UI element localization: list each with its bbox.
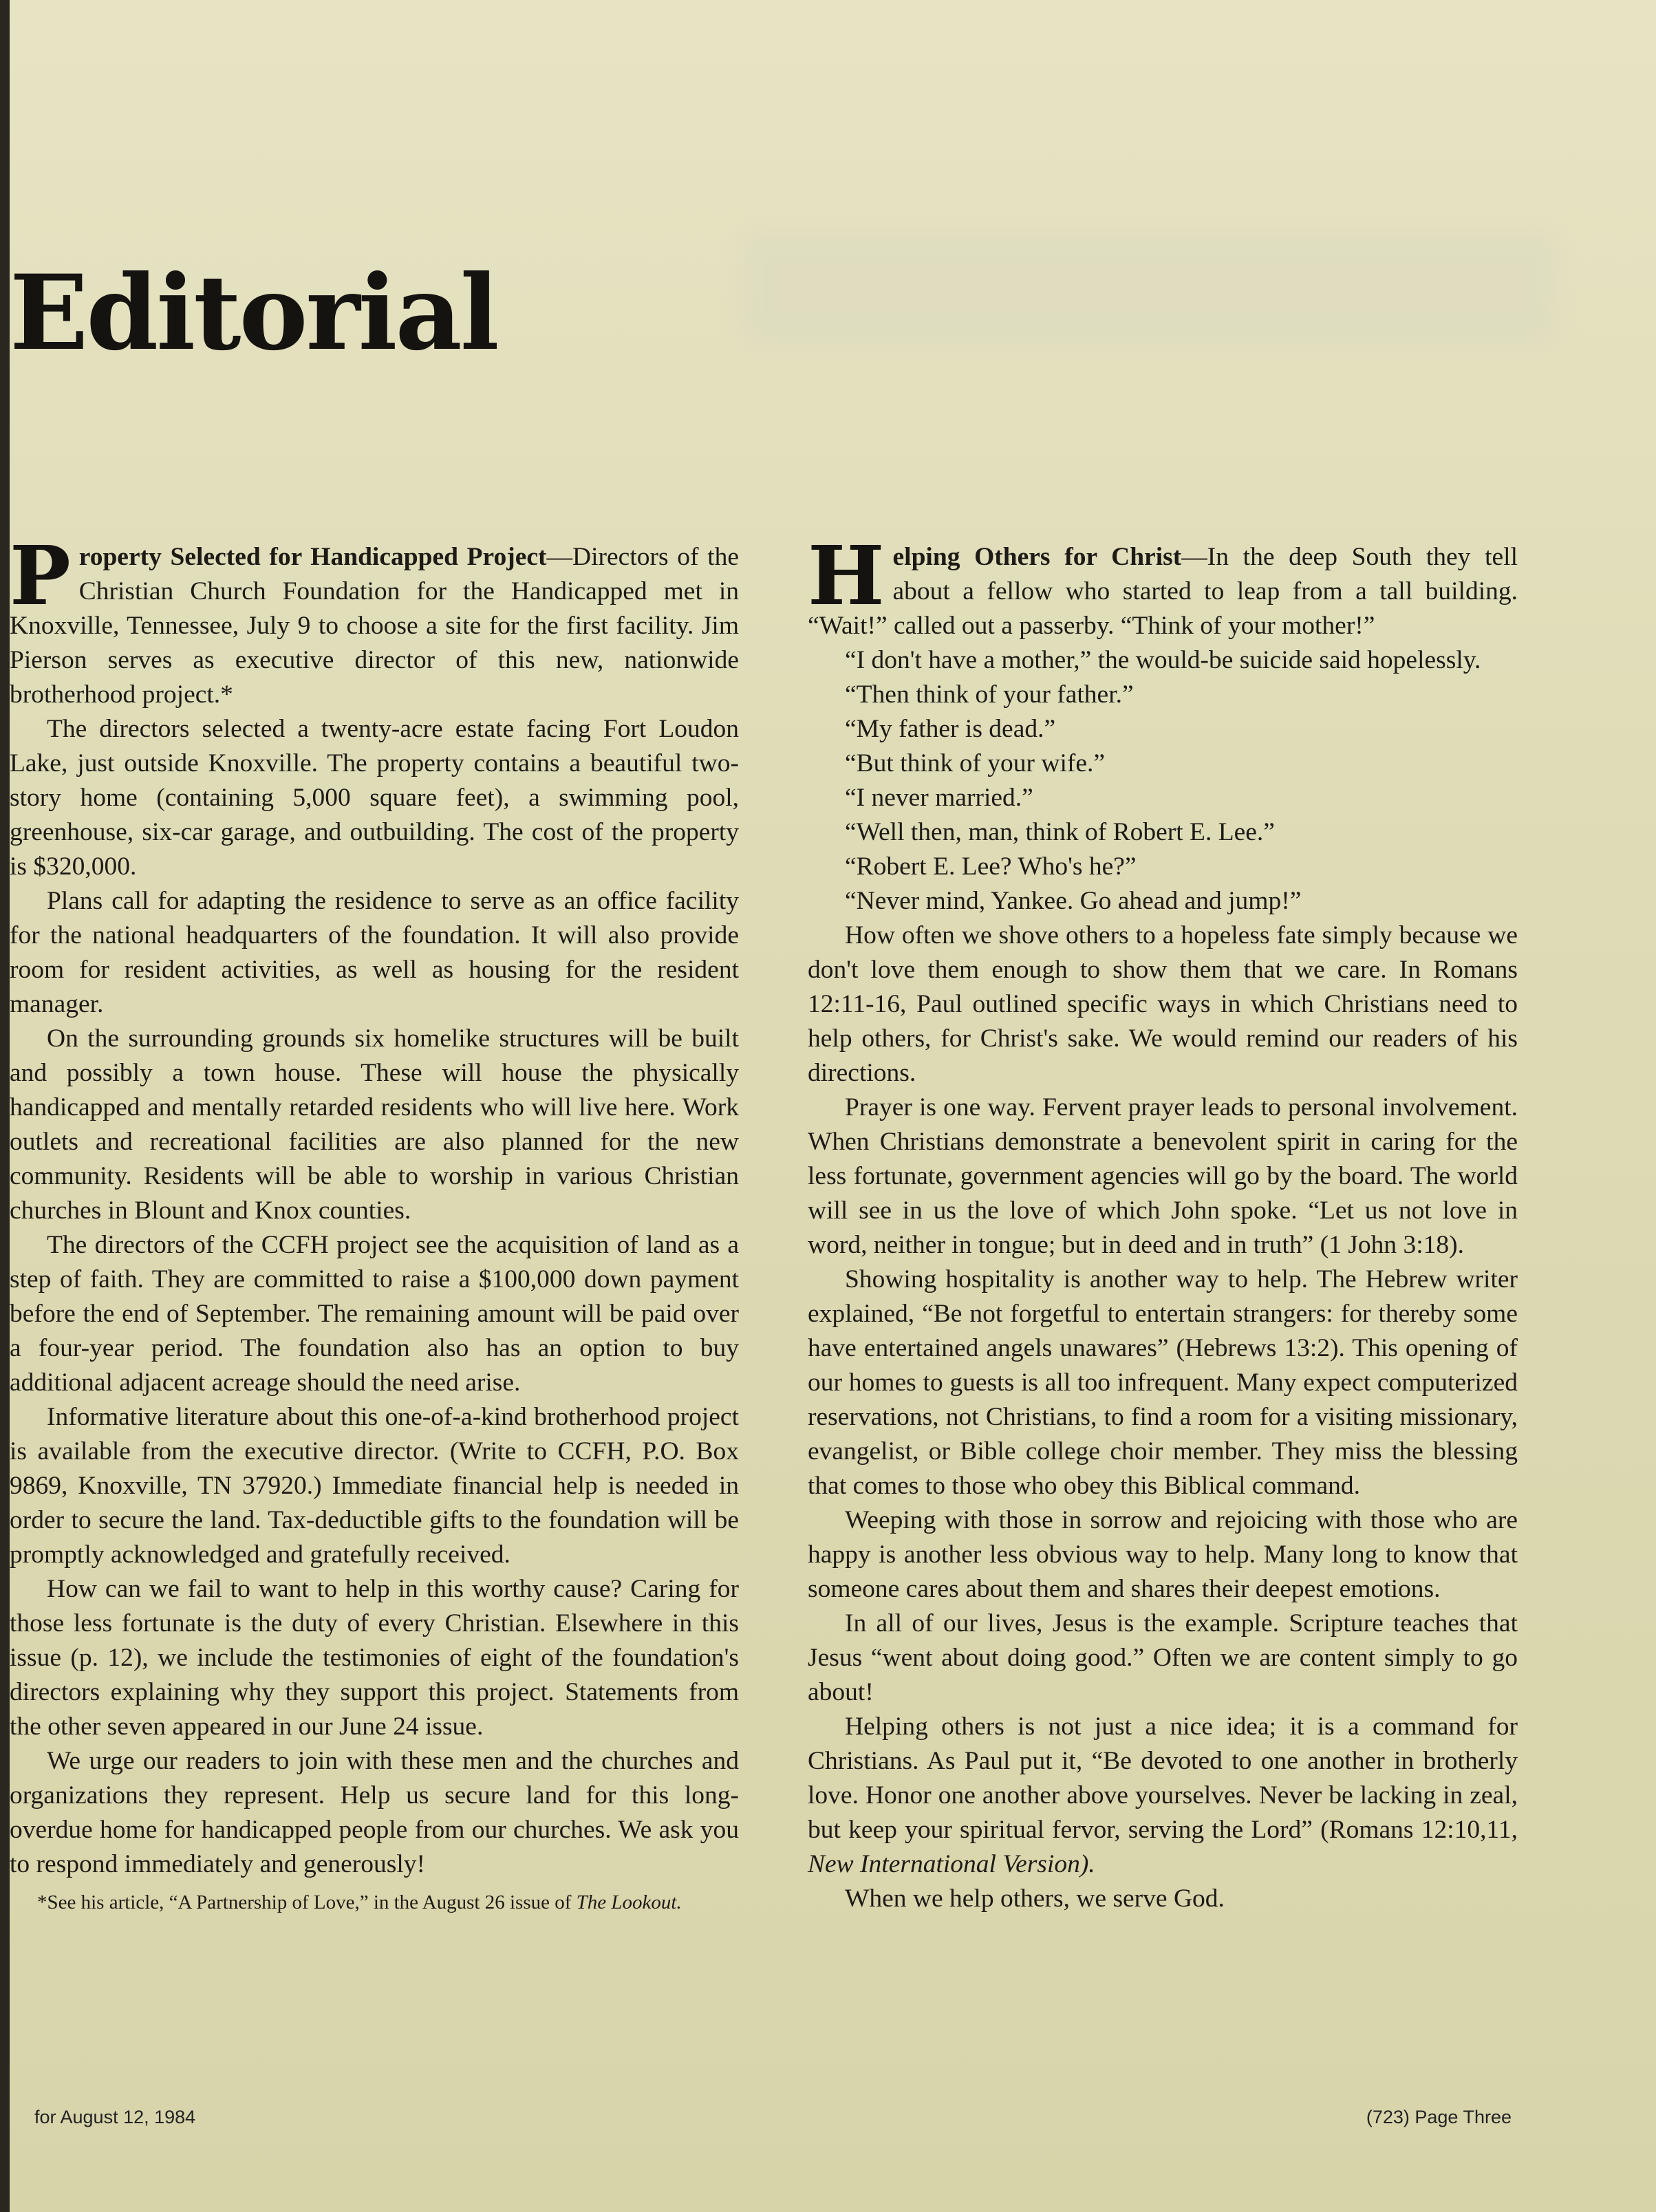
dialogue-line: “Never mind, Yankee. Go ahead and jump!” bbox=[845, 887, 1302, 915]
footnote-text: *See his article, “A Partnership of Love,” in the August 26 issue of bbox=[37, 1891, 577, 1913]
dialogue-line: “My father is dead.” bbox=[845, 715, 1056, 743]
left-column bbox=[10, 528, 740, 1916]
footer-page-number: (723) Page Three bbox=[1366, 2107, 1512, 2127]
paragraph: Prayer is one way. Fervent prayer leads to personal involvement. When Christians demonstrate a benevolent spirit in caring for the less fortunate, government agencies will go by the board. The world will see in us the love of which John spoke. “Let us not love in word, neither in tongue; but in deed and in truth” (1 John 3:18). bbox=[808, 1093, 1518, 1259]
paragraph: The directors of the CCFH project see the acquisition of land as a step of faith. They are committed to raise a $100,000 down payment before the end of September. The remaining amount will be paid over a four-year period. The foundation also has an option to buy additional adjacent acreage should the need arise. bbox=[10, 1231, 739, 1397]
lead-text: —Directors of the Christian Church Foundation for the Handicapped met in Knoxville, Tennessee, July 9 to choose a site for the first facility. Jim Pierson serves as executive director of this new, nationwide brotherhood project.* bbox=[10, 543, 740, 709]
version-name: New International Version). bbox=[808, 1850, 1095, 1878]
closing-line: When we help others, we serve God. bbox=[845, 1885, 1225, 1913]
paragraph: Showing hospitality is another way to help. The Hebrew writer explained, “Be not forgetful to entertain strangers: for thereby some have entertained angels unawares” (Hebrews 13:2). This opening of our homes to guests is all too infrequent. Many expect computerized reservations, not Christians, to find a room for a visiting missionary, evangelist, or Bible college choir member. They miss the blessing that comes to those who obey this Biblical command. bbox=[808, 1265, 1518, 1500]
paragraph: The directors selected a twenty-acre estate facing Fort Loudon Lake, just outside Knoxville. The property contains a beautiful two-story home (containing 5,000 square feet), a swimming pool, greenhouse, six-car garage, and outbuilding. The cost of the property is $320,000. bbox=[10, 715, 739, 881]
paragraph-command bbox=[808, 1710, 1518, 1882]
paragraph: We urge our readers to join with these men and the churches and organizations they represent. Help us secure land for this long-overdue home for handicapped people from our churches. We ask you to respond immediately and generously! bbox=[10, 1747, 739, 1878]
lead-text: —In the deep South they tell about a fellow who started to leap from a tall building. “Wait!” called out a passerby. “Think of your mother!” bbox=[808, 543, 1518, 640]
headline-helping: elping Others for Christ bbox=[892, 543, 1182, 571]
paragraph: How can we fail to want to help in this worthy cause? Caring for those less fortunate is the duty of every Christian. Elsewhere in this issue (p. 12), we include the testimonies of eight of the foundation's directors explaining why they support this project. Statements from the other seven appeared in our June 24 issue. bbox=[10, 1575, 739, 1741]
paragraph: Informative literature about this one-of-a-kind brotherhood project is available from the executive director. (Write to CCFH, P.O. Box 9869, Knoxville, TN 37920.) Immediate financial help is needed in order to secure the land. Tax-deductible gifts to the foundation will be promptly acknowledged and gratefully received. bbox=[10, 1403, 739, 1569]
paragraph: Weeping with those in sorrow and rejoicing with those who are happy is another less obvious way to help. Many long to know that someone cares about them and shares their deepest emotions. bbox=[808, 1506, 1518, 1603]
dialogue-line: “Robert E. Lee? Who's he?” bbox=[845, 852, 1137, 881]
paragraph: Plans call for adapting the residence to serve as an office facility for the national headquarters of the foundation. It will also provide room for resident activities, as well as housing for the resident manager. bbox=[10, 887, 739, 1018]
show-through-heading bbox=[743, 234, 1555, 344]
headline-property: roperty Selected for Handicapped Project bbox=[78, 543, 547, 571]
editorial-masthead: Editorial bbox=[10, 253, 497, 374]
dialogue-line: “Then think of your father.” bbox=[845, 680, 1134, 709]
dialogue-line: “I don't have a mother,” the would-be suicide said hopelessly. bbox=[845, 646, 1481, 674]
paragraph: How often we shove others to a hopeless fate simply because we don't love them enough to show them that we care. In Romans 12:11-16, Paul outlined specific ways in which Christians need to help others, for Christ's sake. We would remind our readers of his directions. bbox=[808, 921, 1518, 1087]
lead-paragraph-helping bbox=[808, 528, 1518, 643]
footnote-publication: The Lookout. bbox=[576, 1891, 682, 1913]
dialogue-line: “But think of your wife.” bbox=[845, 749, 1106, 777]
page-edge-shadow bbox=[0, 0, 10, 2212]
lead-paragraph-property bbox=[10, 528, 740, 712]
paragraph: In all of our lives, Jesus is the example. Scripture teaches that Jesus “went about doing good.” Often we are content simply to go about! bbox=[808, 1609, 1518, 1706]
paragraph: On the surrounding grounds six homelike structures will be built and possibly a town house. These will house the physically handicapped and mentally retarded residents who will live here. Work outlets and recreational facilities are also planned for the new community. Residents will be able to worship in various Christian churches in Blount and Knox counties. bbox=[10, 1024, 739, 1225]
drop-cap-h: H bbox=[808, 528, 885, 623]
right-column bbox=[808, 528, 1518, 1916]
drop-cap-p: P bbox=[10, 528, 71, 623]
dialogue-line: “I never married.” bbox=[845, 784, 1033, 812]
footnote bbox=[10, 1889, 739, 1916]
footer-date: for August 12, 1984 bbox=[34, 2107, 196, 2127]
command-text: Helping others is not just a nice idea; it is a command for Christians. As Paul put it, “Be devoted to one another in brotherly love. Honor one another above yourselves. Never be lacking in zeal, but keep your spiritual fervor, serving the Lord” (Romans 12:10,11, bbox=[808, 1712, 1518, 1844]
dialogue-line: “Well then, man, think of Robert E. Lee.” bbox=[845, 818, 1275, 846]
